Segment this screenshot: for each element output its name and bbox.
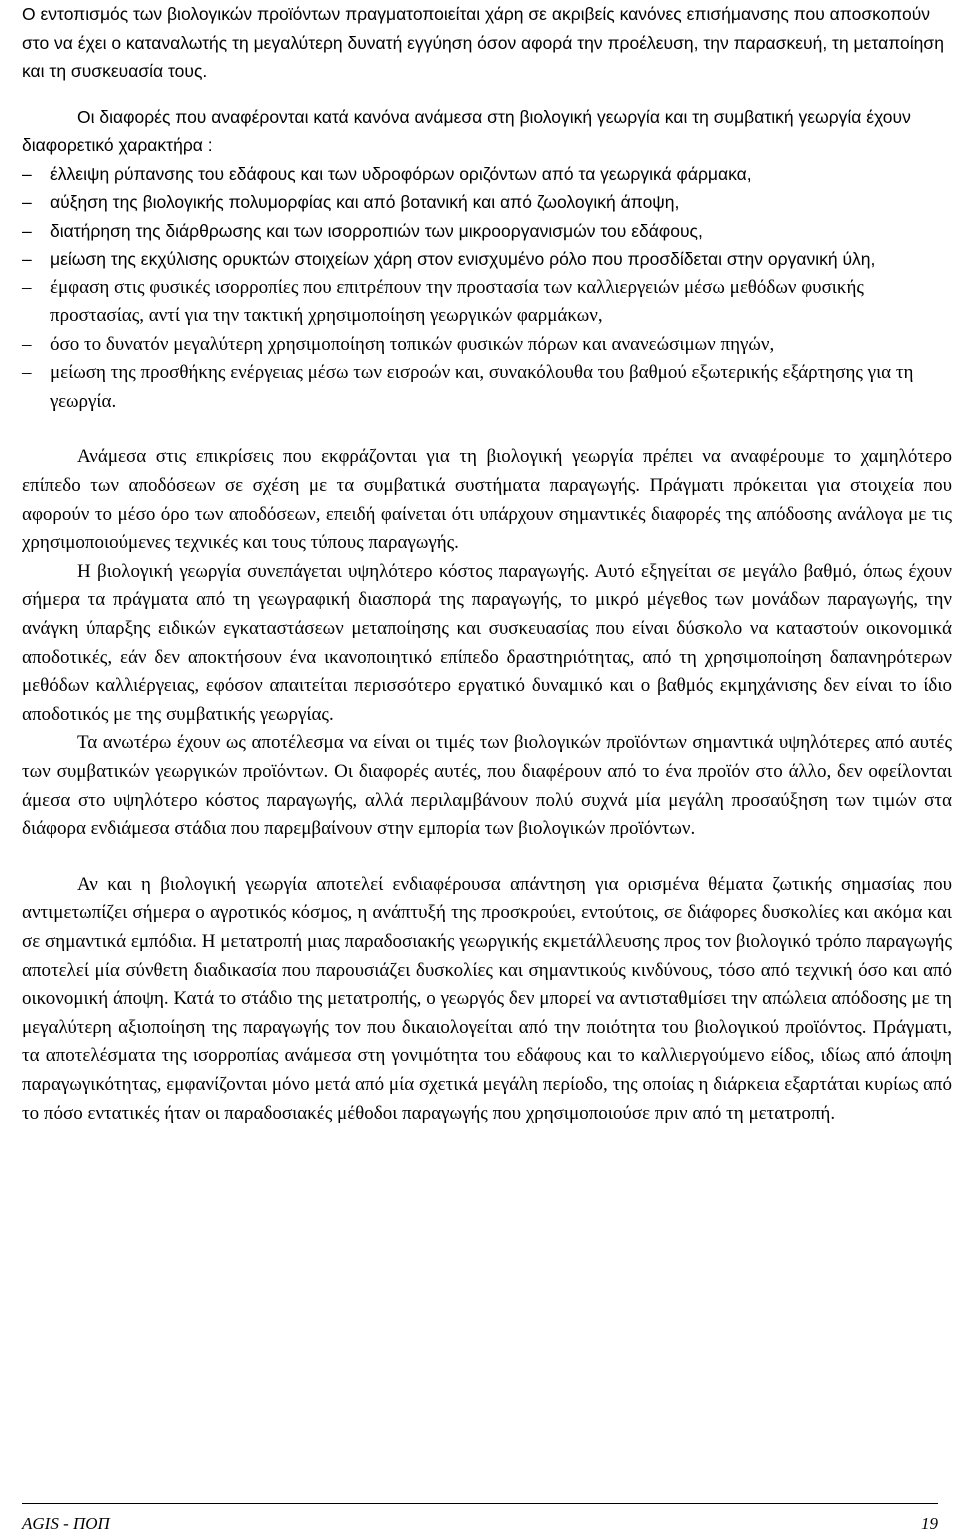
differences-section-continued — [22, 274, 952, 1129]
paragraph-criticism: Ανάμεσα στις επικρίσεις που εκφράζονται για τη βιολογική γεωργία πρέπει να αναφέρουμε το χαμηλότερο επίπεδο των αποδόσεων σε σχέση με τα συμβατικά συστήματα παραγωγής. Πράγματι πρόκειται για στοιχεία που αφορούν το μέσο όρο των αποδόσεων, επειδή φαίνεται ότι υπάρχουν σημαντικές διαφορές της απόδοσης ανάλογα με τις χρησιμοποιούμενες τεχνικές και τους τύπους παραγωγής. — [22, 446, 952, 554]
paragraph-cost: Η βιολογική γεωργία συνεπάγεται υψηλότερο κόστος παραγωγής. Αυτό εξηγείται σε μεγάλο βαθμό, όπως έχουν σήμερα τα πράγματα από τη γεωγραφική διασπορά της παραγωγής, το μικρό μέγεθος των μονάδων παραγωγής, την ανάγκη ύπαρξης ειδικών εγκαταστάσεων μεταποίησης και συσκευασίας που είναι δύσκολο να καταστούν οικονομικά αποδοτικές, εάν δεν αποκτήσουν ένα ικανοποιητικό επίπεδο δραστηριότητας, από τη χρησιμοποίηση δαπανηρότερων μεθόδων καλλιέργειας, εφόσον απαιτείται περισσότερο εργατικό δυναμικό και ο βαθμός εκμηχάνισης δεν είναι το ίδιο αποδοτικός με της συμβατικής γεωργίας. — [22, 560, 952, 725]
differences-list — [22, 160, 952, 274]
dash-bullet: – — [22, 362, 32, 384]
list-item: – όσο το δυνατόν μεγαλύτερη χρησιμοποίηση τοπικών φυσικών πόρων και ανανεώσιμων πηγών, — [22, 331, 952, 360]
dash-bullet: – — [22, 249, 32, 269]
list-item: – μείωση της εκχύλισης ορυκτών στοιχείων χάρη στον ενισχυμένο ρόλο που προσδίδεται στην οργανική ύλη, — [22, 245, 952, 274]
document-page — [22, 0, 952, 1128]
differences-list-continued — [22, 274, 952, 417]
paragraph-prices: Τα ανωτέρω έχουν ως αποτέλεσμα να είναι οι τιμές των βιολογικών προϊόντων σημαντικά υψηλότερες από αυτές των συμβατικών γεωργικών προϊόντων. Οι διαφορές αυτές, που διαφέρουν από το ένα προϊόν στο άλλο, δεν οφείλονται άμεσα στο υψηλότερο κόστος παραγωγής, αλλά περιλαμβάνουν πολύ συχνά μία μεγάλη προσαύξηση των τιμών στα διάφορα ενδιάμεσα στάδια που παρεμβαίνουν στην εμπορία των βιολογικών προϊόντων. — [22, 732, 952, 840]
list-item: – διατήρηση της διάρθρωσης και των ισορροπιών των μικροοργανισμών του εδάφους, — [22, 217, 952, 246]
list-item: – αύξηση της βιολογικής πολυμορφίας και από βοτανική και από ζωολογική άποψη, — [22, 188, 952, 217]
footer-title: AGIS - ΠΟΠ — [22, 1514, 110, 1533]
dash-bullet: – — [22, 220, 32, 241]
dash-bullet: – — [22, 276, 32, 298]
dash-bullet: – — [22, 192, 32, 212]
paragraph-intro: Ο εντοπισμός των βιολογικών προϊόντων πραγματοποιείται χάρη σε ακριβείς κανόνες επισήμανσης που αποσκοπούν στο να έχει ο καταναλωτής τη μεγαλύτερη δυνατή εγγύηση όσον αφορά την προέλευση, την παρασκευή, τη μεταποίηση και τη συσκευασία τους. — [22, 4, 944, 81]
dash-bullet: – — [22, 333, 32, 355]
spacer — [22, 844, 952, 871]
list-item: – έλλειψη ρύπανσης του εδάφους και των υδροφόρων οριζόντων από τα γεωργικά φάρμακα, — [22, 160, 952, 189]
page-number: 19 — [921, 1514, 938, 1533]
list-item: – έμφαση στις φυσικές ισορροπίες που επιτρέπουν την προστασία των καλλιεργειών μέσω μεθόδων φυσικής προστασίας, αντί για την τακτική χρησιμοποίηση γεωργικών φαρμάκων, — [22, 274, 952, 331]
differences-intro: Οι διαφορές που αναφέρονται κατά κανόνα ανάμεσα στη βιολογική γεωργία και τη συμβατική γεωργία έχουν διαφορετικό χαρακτήρα : — [22, 106, 911, 155]
spacer — [22, 416, 952, 443]
page-footer — [22, 1503, 938, 1540]
paragraph-conversion: Αν και η βιολογική γεωργία αποτελεί ενδιαφέρουσα απάντηση για ορισμένα θέματα ζωτικής σημασίας που αντιμετωπίζει σήμερα ο αγροτικός κόσμος, η ανάπτυξή της προσκρούει, εντούτοις, σε διάφορες δυσκολίες και ακόμα και σε σημαντικά εμπόδια. Η μετατροπή μιας παραδοσιακής γεωργικής εκμετάλλευσης προς τον βιολογικό τρόπο παραγωγής αποτελεί μία σύνθετη διαδικασία που παρουσιάζει δυσκολίες και σημαντικούς κινδύνους, τόσο από τεχνική όσο και από οικονομική άποψη. Κατά το στάδιο της μετατροπής, ο γεωργός δεν μπορεί να αντισταθμίσει την απώλεια απόδοσης με τη μεγαλύτερη αξιοποίηση της παραγωγής τον που δικαιολογείται από την ποιότητα του βιολογικού προϊόντος. Πράγματι, τα αποτελέσματα της ισορροπίας ανάμεσα στη γονιμότητα του εδάφους και το καλλιεργούμενο είδος, ιδίως από άποψη παραγωγικότητας, εμφανίζονται μόνο μετά από μία σχετικά μεγάλη περίοδο, της οποίας η διάρκεια εξαρτάται κυρίως από το πόσο εντατικές ήταν οι παραδοσιακές μέθοδοι παραγωγής που χρησιμοποιούσε πριν από τη μετατροπή. — [22, 873, 952, 1124]
list-item: – μείωση της προσθήκης ενέργειας μέσω των εισροών και, συνακόλουθα του βαθμού εξωτερικής εξάρτησης για τη γεωργία. — [22, 359, 952, 416]
differences-section — [22, 103, 952, 274]
dash-bullet: – — [22, 163, 32, 184]
